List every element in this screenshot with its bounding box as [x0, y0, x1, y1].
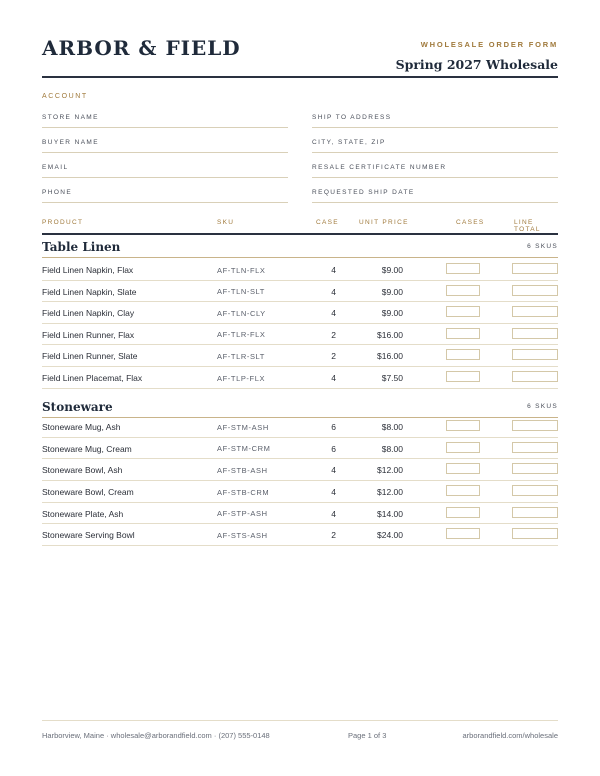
product-name: Stoneware Plate, Ash — [42, 508, 124, 519]
line-total-input[interactable] — [512, 528, 558, 539]
case-pack: 4 — [331, 308, 336, 319]
product-sku: AF-STP-ASH — [217, 509, 268, 519]
column-header-sku: SKU — [217, 219, 235, 226]
product-name: Stoneware Bowl, Ash — [42, 465, 123, 476]
footer — [42, 720, 558, 740]
brand-logo: ARBOR & FIELD — [42, 36, 241, 60]
table-row — [42, 281, 558, 303]
product-name: Field Linen Napkin, Clay — [42, 308, 135, 319]
line-total-input[interactable] — [512, 420, 558, 431]
table-row — [42, 524, 558, 546]
unit-price: $16.00 — [377, 329, 403, 340]
email-label: EMAIL — [42, 164, 69, 171]
unit-price: $24.00 — [377, 530, 403, 541]
unit-price: $9.00 — [381, 265, 403, 275]
buyer-name-field[interactable] — [42, 139, 288, 153]
season-title: Spring 2027 Wholesale — [395, 57, 558, 72]
cases-input[interactable] — [446, 306, 480, 317]
city-state-zip-label: CITY, STATE, ZIP — [312, 139, 386, 146]
unit-price: $12.00 — [377, 487, 403, 497]
order-form-page — [42, 0, 558, 776]
unit-price: $16.00 — [377, 351, 403, 362]
case-pack: 4 — [331, 373, 336, 383]
resale-certificate-field[interactable] — [312, 164, 558, 178]
table-row — [42, 438, 558, 460]
product-sku: AF-TLP-FLX — [217, 373, 266, 383]
line-total-input[interactable] — [512, 328, 558, 339]
product-sku: AF-STB-CRM — [217, 487, 270, 497]
section-heading — [42, 396, 558, 418]
product-sku: AF-TLR-FLX — [217, 330, 266, 340]
product-sku: AF-TLN-FLX — [217, 265, 266, 275]
product-sku: AF-STB-ASH — [217, 465, 268, 475]
line-total-input[interactable] — [512, 349, 558, 360]
column-header-line-total: LINE TOTAL — [514, 219, 541, 233]
column-header-product: PRODUCT — [42, 219, 84, 226]
section-heading — [42, 236, 558, 258]
case-pack: 4 — [331, 508, 336, 519]
unit-price: $9.00 — [381, 308, 403, 319]
column-header-cases: CASES — [456, 219, 485, 226]
table-row — [42, 302, 558, 324]
line-total-input[interactable] — [512, 485, 558, 496]
requested-ship-date-label: REQUESTED SHIP DATE — [312, 189, 415, 196]
cases-input[interactable] — [446, 371, 480, 382]
case-pack: 2 — [331, 351, 336, 362]
resale-certificate-label: RESALE CERTIFICATE NUMBER — [312, 164, 447, 171]
product-name: Stoneware Bowl, Cream — [42, 487, 134, 497]
product-name: Stoneware Serving Bowl — [42, 530, 135, 541]
table-row — [42, 503, 558, 525]
case-pack: 4 — [331, 465, 336, 476]
line-total-input[interactable] — [512, 263, 558, 274]
product-name: Field Linen Napkin, Flax — [42, 265, 134, 275]
cases-input[interactable] — [446, 285, 480, 296]
product-name: Field Linen Runner, Slate — [42, 351, 138, 362]
page-number: Page 1 of 3 — [348, 731, 387, 740]
line-total-input[interactable] — [512, 285, 558, 296]
table-row — [42, 481, 558, 503]
case-pack: 4 — [331, 286, 336, 297]
header — [42, 36, 558, 78]
table-row — [42, 367, 558, 389]
product-sku: AF-TLN-CLY — [217, 308, 266, 318]
case-pack: 2 — [331, 329, 336, 340]
buyer-name-label: BUYER NAME — [42, 139, 99, 146]
store-name-label: STORE NAME — [42, 114, 99, 121]
case-pack: 6 — [331, 443, 336, 454]
case-pack: 6 — [331, 422, 336, 432]
product-name: Field Linen Placemat, Flax — [42, 373, 143, 383]
city-state-zip-field[interactable] — [312, 139, 558, 153]
header-rule — [42, 233, 558, 235]
product-sku: AF-TLN-SLT — [217, 287, 265, 297]
cases-input[interactable] — [446, 507, 480, 518]
email-field[interactable] — [42, 164, 288, 178]
section-sku-count: 6 SKUS — [527, 243, 558, 250]
line-total-input[interactable] — [512, 442, 558, 453]
unit-price: $8.00 — [381, 422, 403, 432]
footer-url-link[interactable]: arborandfield.com/wholesale — [462, 731, 558, 740]
phone-label: PHONE — [42, 189, 73, 196]
unit-price: $9.00 — [381, 286, 403, 297]
product-sku: AF-STM-CRM — [217, 444, 271, 454]
table-row — [42, 345, 558, 367]
cases-input[interactable] — [446, 263, 480, 274]
line-total-input[interactable] — [512, 371, 558, 382]
footer-contact: Harborview, Maine · wholesale@arborandfield.com · (207) 555-0148 — [42, 731, 270, 740]
section-sku-count: 6 SKUS — [527, 403, 558, 410]
case-pack: 2 — [331, 530, 336, 541]
requested-ship-date-field[interactable] — [312, 189, 558, 203]
line-total-input[interactable] — [512, 306, 558, 317]
table-row — [42, 259, 558, 281]
cases-input[interactable] — [446, 328, 480, 339]
column-header-case: CASE — [316, 219, 339, 226]
line-total-input[interactable] — [512, 507, 558, 518]
table-row — [42, 416, 558, 438]
product-name: Field Linen Napkin, Slate — [42, 286, 137, 297]
ship-to-address-field[interactable] — [312, 114, 558, 128]
case-pack: 4 — [331, 487, 336, 497]
cases-input[interactable] — [446, 485, 480, 496]
section-name: Table Linen — [42, 240, 121, 254]
unit-price: $7.50 — [381, 373, 403, 383]
phone-field[interactable] — [42, 189, 288, 203]
product-sku: AF-STM-ASH — [217, 422, 269, 432]
ship-to-address-label: SHIP TO ADDRESS — [312, 114, 392, 121]
product-name: Field Linen Runner, Flax — [42, 329, 135, 340]
section-name: Stoneware — [42, 400, 113, 414]
form-label: WHOLESALE ORDER FORM — [420, 40, 558, 49]
table-row — [42, 459, 558, 481]
product-sku: AF-TLR-SLT — [217, 351, 265, 361]
store-name-field[interactable] — [42, 114, 288, 128]
account-section-title: ACCOUNT — [42, 93, 88, 100]
product-name: Stoneware Mug, Cream — [42, 443, 132, 454]
cases-input[interactable] — [446, 463, 480, 474]
column-header-unit-price: UNIT PRICE — [359, 219, 409, 226]
line-total-input[interactable] — [512, 463, 558, 474]
cases-input[interactable] — [446, 528, 480, 539]
product-name: Stoneware Mug, Ash — [42, 422, 121, 432]
table-row — [42, 324, 558, 346]
unit-price: $14.00 — [377, 508, 403, 519]
cases-input[interactable] — [446, 420, 480, 431]
product-sku: AF-STS-ASH — [217, 530, 268, 540]
cases-input[interactable] — [446, 349, 480, 360]
unit-price: $8.00 — [381, 443, 403, 454]
cases-input[interactable] — [446, 442, 480, 453]
case-pack: 4 — [331, 265, 336, 275]
unit-price: $12.00 — [377, 465, 403, 476]
